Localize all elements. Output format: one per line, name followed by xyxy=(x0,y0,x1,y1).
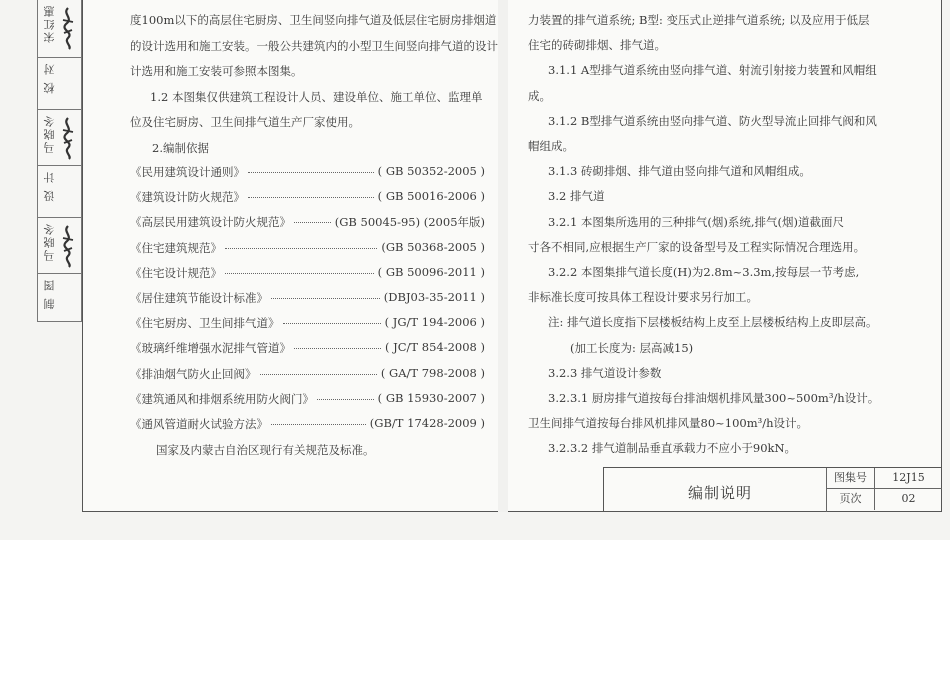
leader-dots xyxy=(225,273,374,274)
reference-title: 《高层民用建筑设计防火规范》 xyxy=(130,215,291,230)
body-text-line: 1.2 本图集仅供建筑工程设计人员、建设单位、施工单位、监理单 xyxy=(150,90,483,104)
body-text-line: 3.1.1 A型排气道系统由竖向排气道、射流引射接力装置和风帽组 xyxy=(548,63,877,78)
leader-dots xyxy=(260,374,377,375)
body-text-line: 力装置的排气道系统; B型: 变压式止逆排气道系统; 以及应用于低层 xyxy=(528,13,870,27)
reference-code: ( GB 15930-2007 ) xyxy=(377,390,485,405)
signature-cell xyxy=(38,110,81,166)
reference-row xyxy=(130,240,485,258)
page-value: 02 xyxy=(901,492,916,505)
reference-row xyxy=(130,366,485,384)
atlas-value: 12J15 xyxy=(875,468,942,489)
reference-code: (GB 50045-95) (2005年版) xyxy=(334,215,485,230)
reference-title: 《居住建筑节能设计标准》 xyxy=(130,291,268,305)
reference-row xyxy=(130,290,485,308)
body-text-line: 注: 排气道长度指下层楼板结构上皮至上层楼板结构上皮即层高。 xyxy=(548,315,878,330)
signature-label: 设 计 xyxy=(43,170,56,202)
body-text-line: 国家及内蒙古自治区现行有关规范及标准。 xyxy=(156,443,375,457)
body-text-line: 3.2.3.2 排气道制品垂直承载力不应小于90kN。 xyxy=(548,441,797,456)
reference-row xyxy=(130,214,485,232)
reference-title: 《民用建筑设计通则》 xyxy=(130,165,245,179)
leader-dots xyxy=(283,323,381,324)
leader-dots xyxy=(271,424,366,425)
reference-code: ( JG/T 194-2006 ) xyxy=(384,315,485,330)
signature-label: 马晓冬 xyxy=(43,114,56,153)
body-text-line: 3.2 排气道 xyxy=(548,189,605,204)
reference-row xyxy=(130,391,485,409)
body-text-line: 3.2.3 排气道设计参数 xyxy=(548,365,662,380)
handwritten-signature-icon xyxy=(60,6,76,50)
body-text-line: 位及住宅厨房、卫生间排气道生产厂家使用。 xyxy=(130,115,360,129)
drawing-title: 编制说明 xyxy=(688,484,753,502)
body-text-line: 计选用和施工安装可参照本图集。 xyxy=(130,64,303,78)
leader-dots xyxy=(248,197,374,198)
leader-dots xyxy=(294,222,331,223)
reference-title: 《建筑通风和排烟系统用防火阀门》 xyxy=(130,391,314,406)
reference-title: 《排油烟气防火止回阀》 xyxy=(130,366,257,381)
title-block-title-cell xyxy=(604,468,827,512)
body-text-line: 住宅的砖砌排烟、排气道。 xyxy=(528,38,666,53)
leader-dots xyxy=(248,172,374,173)
signature-cell xyxy=(38,274,81,322)
body-text-line: 3.1.2 B型排气道系统由竖向排气道、防火型导流止回排气阀和风 xyxy=(548,113,877,128)
body-text-line: 2.编制依据 xyxy=(152,141,209,155)
body-text-line: 非标准长度可按具体工程设计要求另行加工。 xyxy=(528,290,758,305)
reference-row xyxy=(130,315,485,333)
reference-title: 《通风管道耐火试验方法》 xyxy=(130,417,268,431)
reference-code: ( GB 50096-2011 ) xyxy=(377,264,485,279)
signature-cell xyxy=(38,58,81,110)
signature-column xyxy=(37,0,82,322)
reference-row xyxy=(130,416,485,434)
reference-code: ( JC/T 854-2008 ) xyxy=(385,340,485,355)
signature-cell xyxy=(38,0,81,58)
reference-title: 《建筑设计防火规范》 xyxy=(130,190,245,205)
body-text-line: 寸各不相同,应根据生产厂家的设备型号及工程实际情况合理选用。 xyxy=(528,239,866,254)
body-text-line: 度100m以下的高层住宅厨房、卫生间竖向排气道及低层住宅厨房排烟道 xyxy=(130,13,497,27)
signature-label: 制 图 xyxy=(43,278,56,310)
body-text-line: 3.2.2 本图集排气道长度(H)为2.8m~3.3m,按每层一节考虑, xyxy=(548,265,860,279)
body-text-line: 3.1.3 砖砌排烟、排气道由竖向排气道和风帽组成。 xyxy=(548,164,811,179)
reference-row xyxy=(130,164,485,182)
title-block xyxy=(603,467,942,512)
body-text-line: 帽组成。 xyxy=(528,139,574,153)
reference-code: ( GA/T 798-2008 ) xyxy=(380,365,485,380)
handwritten-signature-icon xyxy=(60,116,76,160)
signature-cell xyxy=(38,218,81,274)
reference-code: ( GB 50352-2005 ) xyxy=(377,164,485,178)
reference-code: (DBJ03-35-2011 ) xyxy=(383,290,485,304)
reference-row xyxy=(130,189,485,207)
body-text-line: (加工长度为: 层高减15) xyxy=(570,340,694,355)
reference-title: 《住宅建筑规范》 xyxy=(130,240,222,255)
column-divider xyxy=(498,0,508,512)
leader-dots xyxy=(317,399,374,400)
body-text-line: 卫生间排气道按每台排风机排风量80~100m³/h设计。 xyxy=(528,416,809,431)
atlas-label: 图集号 xyxy=(827,468,875,489)
reference-code: (GB 50368-2005 ) xyxy=(381,239,485,254)
handwritten-signature-icon xyxy=(60,224,76,268)
signature-label: 宋红惠 xyxy=(43,4,56,43)
body-text-line: 的设计选用和施工安装。一般公共建筑内的小型卫生间竖向排气道的设计 xyxy=(130,39,498,53)
body-text-line: 3.2.1 本图集所选用的三种排气(烟)系统,排气(烟)道截面尺 xyxy=(548,214,845,229)
leader-dots xyxy=(225,248,377,249)
body-text-line: 成。 xyxy=(528,88,551,103)
page-label: 页次 xyxy=(827,489,875,510)
signature-cell xyxy=(38,166,81,218)
reference-code: (GB/T 17428-2009 ) xyxy=(369,416,485,430)
leader-dots xyxy=(271,298,380,299)
signature-label: 校 对 xyxy=(43,62,56,94)
body-text-line: 3.2.3.1 厨房排气道按每台排油烟机排风量300~500m³/h设计。 xyxy=(548,391,880,405)
signature-label: 马晓冬 xyxy=(43,222,56,261)
reference-title: 《玻璃纤维增强水泥排气管道》 xyxy=(130,341,291,356)
leader-dots xyxy=(294,348,381,349)
reference-row xyxy=(130,340,485,358)
reference-code: ( GB 50016-2006 ) xyxy=(377,189,485,204)
reference-title: 《住宅设计规范》 xyxy=(130,265,222,280)
reference-row xyxy=(130,265,485,283)
reference-title: 《住宅厨房、卫生间排气道》 xyxy=(130,316,280,331)
